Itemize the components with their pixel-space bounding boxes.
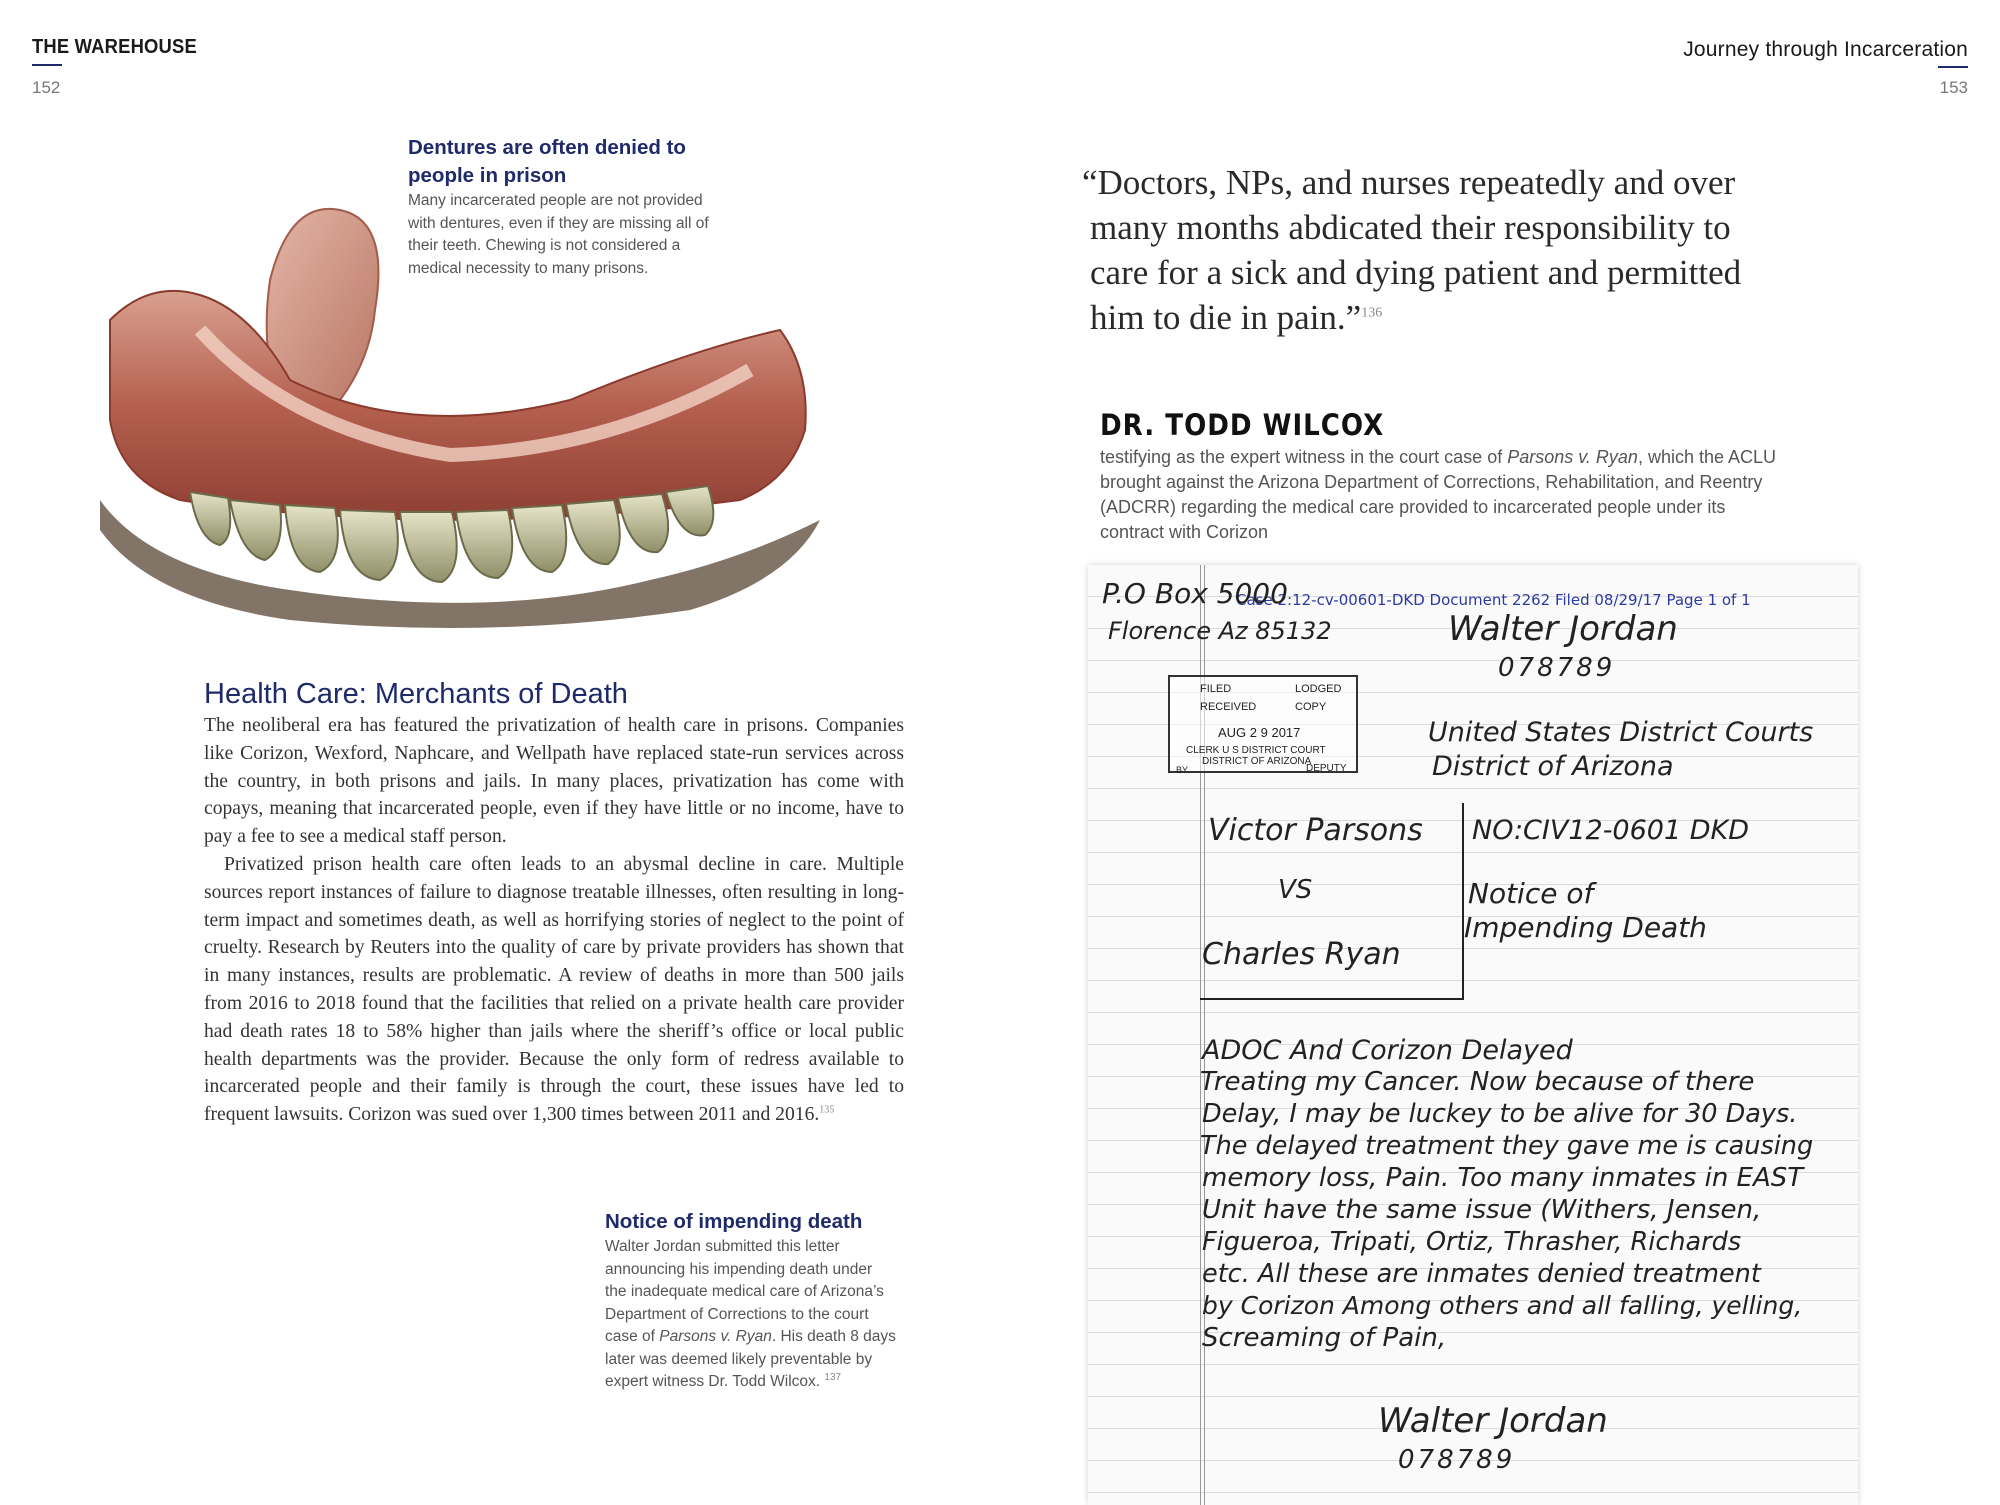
notice-caption-body	[605, 1236, 925, 1394]
caption-line: Many incarcerated people are not provided	[408, 192, 703, 209]
caption-line: the inadequate medical care of Arizona’s	[605, 1283, 884, 1300]
letter-body-line: ADOC And Corizon Delayed	[1202, 1035, 1573, 1066]
notice-caption	[605, 1208, 925, 1394]
stamp-text: LODGED	[1295, 683, 1342, 695]
page-number-right: 153	[1939, 78, 1968, 97]
quote-line: care for a sick and dying patient and permitted	[1090, 253, 1742, 292]
dentures-caption-title	[408, 134, 748, 190]
stamp-text: CLERK U S DISTRICT COURT	[1186, 745, 1326, 756]
caption-line: announcing his impending death under	[605, 1260, 873, 1278]
dentures-caption	[408, 134, 748, 280]
stamp-date: AUG 2 9 2017	[1218, 725, 1301, 740]
section-body	[204, 712, 904, 1129]
case-name: Parsons v. Ryan	[659, 1328, 772, 1345]
dentures-caption-title-line: Dentures are often denied to	[408, 136, 686, 159]
stamp-text: BY	[1176, 765, 1189, 775]
quote-line: “Doctors, NPs, and nurses repeatedly and over	[1082, 163, 1736, 202]
stamp-text: FILED	[1200, 683, 1232, 695]
running-head-rule-left	[32, 64, 62, 66]
quote-text: him to die in pain.”	[1090, 298, 1362, 337]
speaker-desc-text: , which the ACLU	[1637, 447, 1777, 467]
case-name: Parsons v. Ryan	[1507, 447, 1638, 467]
case-versus: VS	[1278, 875, 1313, 905]
stamp-text: COPY	[1295, 701, 1327, 713]
letter-body-line: by Corizon Among others and all falling, yelling,	[1202, 1291, 1803, 1320]
caption-line: their teeth. Chewing is not considered a	[408, 237, 681, 254]
speaker-desc-line	[1100, 445, 1820, 470]
footnote-ref: 136	[1361, 305, 1383, 321]
dentures-caption-title-line: people in prison	[408, 164, 567, 187]
handwritten-letter	[1088, 565, 1858, 1505]
section-paragraph-1: The neoliberal era has featured the privatization of health care in prisons. Companies like Corizon, Wexford, Naphcare, and Wellpath have replaced state-run services across the country, in both prisons and jails. In many places, privatization has come with copays, meaning that incarcerated people, even if they have little or no income, have to pay a fee to see a medical staff person.	[204, 715, 904, 848]
notice-title-line: Impending Death	[1464, 911, 1707, 944]
letter-sender-name: Walter Jordan	[1448, 609, 1678, 649]
letter-court-line: District of Arizona	[1432, 751, 1674, 782]
case-number: NO:CIV12-0601 DKD	[1472, 815, 1750, 846]
letter-body-line: memory loss, Pain. Too many inmates in EAST	[1202, 1163, 1804, 1193]
caption-text: case of	[605, 1328, 660, 1345]
letter-address-line: Florence Az 85132	[1108, 617, 1332, 645]
quote-line: many months abdicated their responsibility to	[1090, 208, 1731, 247]
speaker-desc-text: testifying as the expert witness in the court case of	[1100, 447, 1508, 467]
letter-signature-number: 078789	[1398, 1445, 1516, 1475]
letter-body-line: The delayed treatment they gave me is causing	[1200, 1131, 1814, 1161]
speaker-desc-line: brought against the Arizona Department of Corrections, Rehabilitation, and Reentry	[1100, 472, 1763, 492]
letter-body-line: Delay, I may be luckey to be alive for 30 Days.	[1202, 1099, 1798, 1129]
letter-address-line: P.O Box 5000	[1102, 577, 1288, 610]
letter-court-line: United States District Courts	[1428, 717, 1814, 748]
pull-quote	[1082, 160, 1910, 340]
section-paragraph-2-text: Privatized prison health care often leads to an abysmal decline in care. Multiple sources report instances of failure to diagnose treatable illnesses, often resulting in long-term impact and sometimes death, as well as horrifying stories of neglect to the point of cruelty. Research by Reuters into the quality of care by private providers has shown that in many instances, results are problematic. A review of deaths in more than 500 jails from 2016 to 2018 found that the facilities that relied on a private health care provider had death rates 18 to 58% higher than jails where the sheriff’s office or local public health departments was the provider. Because the only form of redress available to incarcerated people and their family is through the court, these issues have led to frequent lawsuits. Corizon was sued over 1,300 times between 2011 and 2016.	[204, 853, 904, 1126]
page-number-left: 152	[32, 78, 61, 97]
caption-line	[605, 1371, 925, 1394]
speaker-desc-line: (ADCRR) regarding the medical care provided to incarcerated people under its	[1100, 497, 1726, 517]
running-head-left: THE WAREHOUSE	[32, 36, 197, 58]
caption-line: medical necessity to many prisons.	[408, 259, 649, 277]
section-paragraph-2	[204, 851, 904, 1129]
running-head-right: Journey through Incarceration	[1683, 38, 1968, 61]
stamp-text: DEPUTY	[1306, 763, 1347, 774]
case-defendant: Charles Ryan	[1202, 937, 1401, 972]
letter-signature: Walter Jordan	[1378, 1401, 1608, 1441]
letter-body-line: Unit have the same issue (Withers, Jensen,	[1202, 1195, 1762, 1225]
letter-sender-number: 078789	[1498, 653, 1616, 683]
section-title: Health Care: Merchants of Death	[204, 678, 628, 710]
court-filing-header: Case 2:12-cv-00601-DKD Document 2262 Filed 08/29/17 Page 1 of 1	[1236, 591, 1751, 609]
caption-line: Walter Jordan submitted this letter	[605, 1238, 840, 1255]
caption-text: . His death 8 days	[771, 1328, 896, 1345]
court-filed-stamp	[1168, 675, 1358, 773]
notice-caption-title: Notice of impending death	[605, 1210, 863, 1233]
speaker-desc-line: contract with Corizon	[1100, 522, 1269, 542]
caption-line	[605, 1326, 925, 1349]
case-plaintiff: Victor Parsons	[1208, 813, 1423, 848]
footnote-ref: 135	[819, 1104, 835, 1116]
letter-body-line: Screaming of Pain,	[1202, 1323, 1447, 1353]
letter-body-line: Figueroa, Tripati, Ortiz, Thrasher, Richards	[1202, 1227, 1742, 1257]
stamp-text: DISTRICT OF ARIZONA	[1202, 756, 1312, 767]
notice-title-line: Notice of	[1468, 877, 1594, 910]
footnote-ref: 137	[824, 1371, 842, 1383]
caption-line: later was deemed likely preventable by	[605, 1350, 873, 1368]
letter-body-line: etc. All these are inmates denied treatment	[1202, 1259, 1761, 1289]
stamp-text: RECEIVED	[1200, 701, 1257, 713]
caption-line: Department of Corrections to the court	[605, 1305, 869, 1323]
running-head-rule-right	[1938, 66, 1968, 68]
letter-body-line: Treating my Cancer. Now because of there	[1200, 1067, 1755, 1097]
quote-line	[1090, 295, 1910, 340]
caption-text: expert witness Dr. Todd Wilcox.	[605, 1373, 821, 1390]
caption-line: with dentures, even if they are missing all of	[408, 214, 709, 232]
speaker-name: DR. TODD WILCOX	[1100, 408, 1385, 442]
speaker-description	[1100, 445, 1820, 545]
dentures-caption-body	[408, 190, 748, 280]
